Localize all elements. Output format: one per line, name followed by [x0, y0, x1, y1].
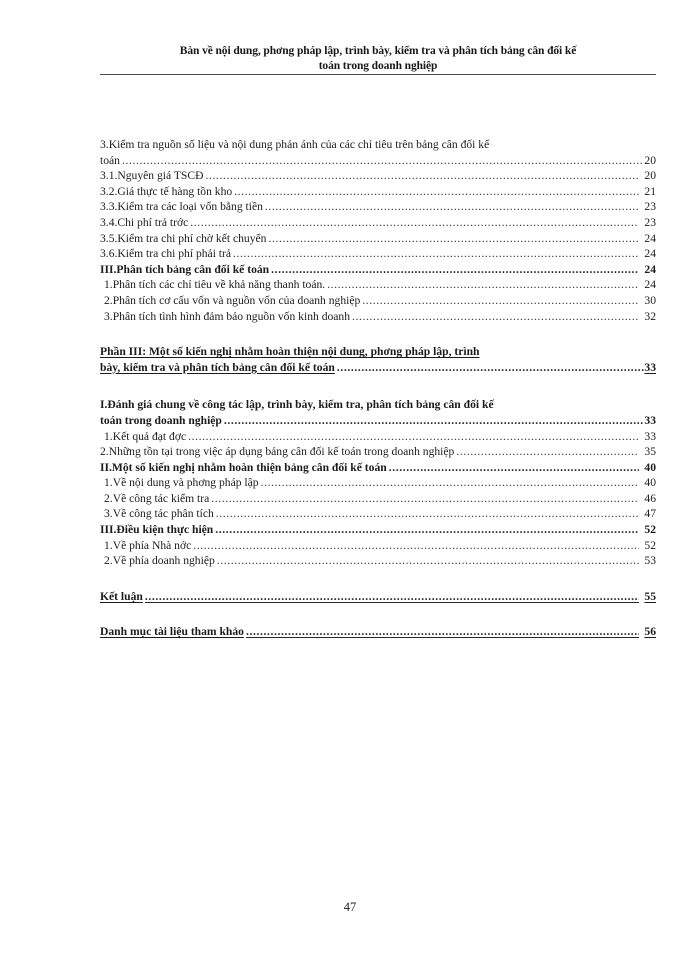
- toc-entry-references[interactable]: [100, 624, 656, 640]
- toc-leader-dots: [261, 479, 639, 491]
- toc-leader-dots: [268, 235, 639, 247]
- toc-page-number: 30: [644, 293, 656, 307]
- toc-entry-heading[interactable]: [100, 522, 656, 538]
- toc-entry[interactable]: [100, 231, 656, 247]
- toc-page-number: 24: [644, 278, 656, 292]
- toc-entry[interactable]: [100, 184, 656, 200]
- header-divider-rule: [100, 74, 656, 75]
- toc-entry[interactable]: [100, 215, 656, 231]
- toc-leader-dots: [190, 219, 639, 231]
- toc-entry[interactable]: [100, 553, 656, 569]
- toc-entry-label: 1.Phân tích các chỉ tiêu về khả năng thanh toán.: [104, 278, 326, 292]
- toc-entry-label: II.Một số kiến nghị nhằm hoàn thiện bảng cân đối kế toán: [100, 460, 387, 474]
- toc-entry-conclusion[interactable]: [100, 589, 656, 605]
- toc-page-number: 47: [644, 507, 656, 521]
- toc-page-number: 23: [644, 215, 656, 229]
- toc-leader-dots: [205, 172, 639, 184]
- toc-leader-dots: [211, 495, 639, 507]
- toc-page-number: 33: [644, 429, 656, 443]
- toc-part-heading[interactable]: [100, 344, 656, 375]
- toc-entry-label: 2.Về công tác kiểm tra: [104, 491, 210, 505]
- section-spacer: [100, 375, 656, 397]
- toc-entry-label: 3.Kiểm tra nguồn số liệu và nội dung phản ánh của các chỉ tiêu trên bảng cân đối kế: [100, 138, 490, 151]
- toc-entry-label: 3.5.Kiểm tra chi phí chờ kết chuyển: [100, 231, 267, 245]
- toc-page-number: 24: [644, 231, 656, 245]
- toc-entry-label: 1.Kết quả đạt đợc: [104, 429, 187, 443]
- toc-entry-label: 3.1.Nguyên giá TSCĐ: [100, 169, 204, 183]
- toc-entry-label: 1.Về phía Nhà nớc: [104, 538, 192, 552]
- toc-page-number: 52: [644, 538, 656, 552]
- toc-leader-dots: [122, 157, 644, 169]
- toc-entry-label: Danh mục tài liệu tham khảo: [100, 625, 244, 639]
- running-header: [100, 44, 656, 74]
- running-header-line-1: Bàn về nội dung, phơng pháp lập, trình bày, kiểm tra và phân tích bảng cân đối kế: [179, 45, 577, 57]
- toc-leader-dots: [234, 188, 639, 200]
- toc-leader-dots: [271, 266, 639, 278]
- table-of-contents: [100, 137, 656, 640]
- toc-entry-heading[interactable]: [100, 262, 656, 278]
- toc-entry-label: Kết luận: [100, 589, 143, 603]
- toc-leader-dots: [233, 250, 639, 262]
- toc-entry-label: 3.3.Kiểm tra các loại vốn bằng tiền: [100, 200, 263, 214]
- toc-entry-label: III.Điều kiện thực hiện: [100, 523, 214, 537]
- toc-leader-dots: [145, 593, 639, 605]
- toc-leader-dots: [216, 510, 639, 522]
- section-spacer: [100, 604, 656, 624]
- toc-page-number: 21: [644, 184, 656, 198]
- toc-entry[interactable]: [100, 538, 656, 554]
- toc-leader-dots: [456, 448, 639, 460]
- toc-leader-dots: [224, 417, 645, 429]
- section-spacer: [100, 324, 656, 344]
- footer-page-number: 47: [343, 900, 357, 914]
- toc-entry-label: 3.2.Giá thực tế hàng tồn kho: [100, 184, 233, 198]
- toc-page-number: 46: [644, 491, 656, 505]
- toc-leader-dots: [389, 464, 639, 476]
- toc-entry[interactable]: [100, 491, 656, 507]
- toc-group-section-ii-continued: [100, 137, 656, 324]
- toc-entry[interactable]: [100, 309, 656, 325]
- toc-entry[interactable]: [100, 444, 656, 460]
- toc-page-number: 20: [644, 153, 656, 167]
- toc-entry[interactable]: [100, 506, 656, 522]
- toc-page-number: 53: [644, 554, 656, 568]
- toc-leader-dots: [352, 313, 639, 325]
- toc-group-part-iii: [100, 397, 656, 569]
- toc-page-number: 20: [644, 169, 656, 183]
- toc-leader-dots: [337, 364, 645, 376]
- toc-page-number: 23: [644, 200, 656, 214]
- toc-page-number: 55: [644, 589, 656, 603]
- toc-entry[interactable]: [100, 277, 656, 293]
- toc-entry[interactable]: [100, 246, 656, 262]
- toc-entry-heading[interactable]: [100, 397, 656, 428]
- toc-page-number: 56: [644, 625, 656, 639]
- toc-part-heading-label: Phần III: Một số kiến nghị nhằm hoàn thiện nội dung, phơng pháp lập, trình: [100, 345, 480, 359]
- toc-page-number: 40: [644, 460, 656, 474]
- toc-entry-label: 3.6.Kiểm tra chi phí phải trả: [100, 247, 232, 261]
- toc-entry[interactable]: [100, 293, 656, 309]
- toc-entry-heading[interactable]: [100, 460, 656, 476]
- toc-entry-label: 2.Về phía doanh nghiệp: [104, 554, 215, 568]
- toc-entry-label: 2.Những tồn tại trong việc áp dụng bảng cân đối kế toán trong doanh nghiệp: [100, 445, 455, 459]
- toc-leader-dots: [193, 542, 639, 554]
- toc-entry-label: 3.Phân tích tình hình đảm bảo nguồn vốn kinh doanh: [104, 309, 351, 323]
- section-spacer: [100, 569, 656, 589]
- toc-leader-dots: [246, 628, 639, 640]
- toc-entry[interactable]: [100, 475, 656, 491]
- toc-leader-dots: [327, 281, 639, 293]
- toc-page-number: 24: [644, 262, 656, 276]
- toc-leader-dots: [265, 203, 639, 215]
- toc-page-number: 32: [644, 309, 656, 323]
- toc-page-number: 40: [644, 476, 656, 490]
- toc-entry-label: III.Phân tích bảng cân đối kế toán: [100, 262, 270, 276]
- toc-leader-dots: [188, 433, 639, 445]
- toc-entry-label: 2.Phân tích cơ cấu vốn và nguồn vốn của doanh nghiệp: [104, 293, 361, 307]
- toc-leader-dots: [215, 526, 639, 538]
- toc-entry[interactable]: [100, 199, 656, 215]
- toc-entry-label: 3.4.Chi phí trả trớc: [100, 215, 189, 229]
- toc-entry[interactable]: [100, 137, 656, 168]
- toc-entry[interactable]: [100, 429, 656, 445]
- toc-page-number: 52: [644, 523, 656, 537]
- toc-part-heading-label-cont: bày, kiểm tra và phân tích bảng cân đối kế toán: [100, 360, 335, 374]
- toc-entry-label: 3.Về công tác phân tích: [104, 507, 214, 521]
- toc-entry-label-cont: toán: [100, 153, 120, 167]
- toc-page-number: 33: [644, 413, 656, 427]
- toc-page-number: 35: [644, 445, 656, 459]
- running-header-line-2: toán trong doanh nghiệp: [318, 60, 438, 72]
- toc-leader-dots: [362, 297, 639, 309]
- toc-entry-label: I.Đánh giá chung về công tác lập, trình bày, kiểm tra, phân tích bảng cân đối kế: [100, 398, 494, 412]
- toc-entry-label: 1.Về nội dung và phơng pháp lập: [104, 476, 259, 490]
- toc-page-number: 33: [644, 360, 656, 374]
- toc-entry-label-cont: toán trong doanh nghiệp: [100, 413, 222, 427]
- toc-leader-dots: [217, 557, 639, 569]
- toc-page-number: 24: [644, 247, 656, 261]
- toc-entry[interactable]: [100, 168, 656, 184]
